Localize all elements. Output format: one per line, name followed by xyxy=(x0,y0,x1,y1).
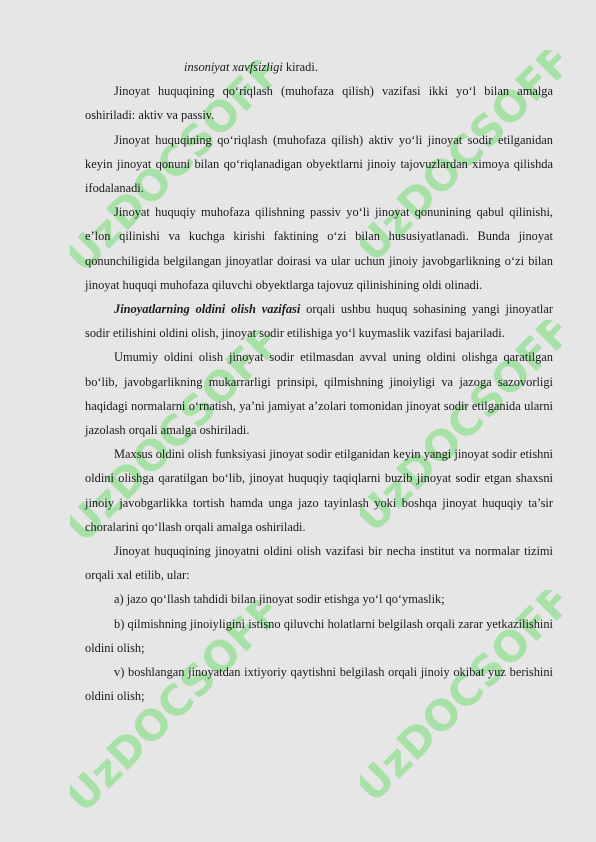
emphasis-text: insoniyat xavfsizligi xyxy=(184,60,283,74)
paragraph-text: orqali ushbu huquq sohasining yangi jinoyatlar sodir etilishini oldini olish, jinoyat sodir etilishiga yo‘l kuymaslik vazifasi bajariladi. xyxy=(85,302,553,341)
svg-text:UzDOCSOFF: UzDOCSOFF xyxy=(360,590,570,800)
list-item: v) boshlangan jinoyatdan ixtiyoriy qaytishni belgilash orqali jinoiy okibat yuz berishini oldini olish; xyxy=(85,665,553,704)
paragraph: Maxsus oldini olish funksiyasi jinoyat sodir etilganidan keyin yangi jinoyat sodir etishni oldini olishga qaratilgan bo‘lib, jinoyat huquqiy taqiqlarni buzib jinoyat sodir etgan shaxsni jinoiy javobgarlikka tortish hamda unga jazo tayinlash yoki boshqa jinoyat huquqiy ta’sir choralarini qo‘llash orqali amalga oshiriladi. xyxy=(85,447,553,534)
paragraph-text: kiradi. xyxy=(282,60,318,74)
paragraph: Jinoyat huquqining jinoyatni oldini olish vazifasi bir necha institut va normalar tizimi orqali xal etilib, ular: xyxy=(85,544,553,583)
document-body xyxy=(85,55,553,708)
paragraph: Jinoyat huquqining qo‘riqlash (muhofaza qilish) vazifasi ikki yo‘l bilan amalga oshiriladi: aktiv va passiv. xyxy=(85,84,553,123)
list-item: a) jazo qo‘llash tahdidi bilan jinoyat sodir etishga yo‘l qo‘ymaslik; xyxy=(114,592,445,607)
svg-text:UzDOCSOFF: UzDOCSOFF xyxy=(70,330,280,540)
list-item: b) qilmishning jinoiyligini istisno qiluvchi holatlarni belgilash orqali zarar yetkazilishini oldini olish; xyxy=(85,616,553,655)
svg-text:UzDOCSOFF: UzDOCSOFF xyxy=(360,320,570,530)
svg-text:UzDOCSOFF: UzDOCSOFF xyxy=(70,60,280,270)
svg-text:UzDOCSOFF: UzDOCSOFF xyxy=(360,50,570,260)
paragraph: Umumiy oldini olish jinoyat sodir etilmasdan avval uning oldini olishga qaratilgan bo‘lib, javobgarlikning mukarrarligi prinsipi, qilmishning jinoiyligi va jazoga sazovorligi haqidagi normalarni o‘rnatish, ya’ni jamiyat a’zolari tomonidan jinoyat sodir etilganida ularni jazolash orqali amalga oshiriladi. xyxy=(85,350,553,438)
term-heading: Jinoyatlarning oldini olish vazifasi xyxy=(114,302,301,317)
paragraph: Jinoyat huquqining qo‘riqlash (muhofaza qilish) aktiv yo‘li jinoyat sodir etilganidan keyin jinoyat qonuni bilan qo‘riqlanadigan obyektlarni jinoiy tajovuzlardan ximoya qilishda ifodalanadi. xyxy=(85,132,553,196)
paragraph xyxy=(85,55,553,79)
paragraph xyxy=(85,297,553,345)
paragraph: Jinoyat huquqiy muhofaza qilishning passiv yo‘li jinoyat qonunining qabul qilinishi, e’lon qilinishi va kuchga kirishi faktining o‘zi bilan hususiyatlanadi. Bunda jinoyat qonunchiligida belgilangan jinoyatlar doirasi va ular uchun jinoiy javobgarlikning o‘zi bilan jinoyat huquqi muhofaza qiluvchi obyektlarga tajovuz qilinishining oldi olinadi. xyxy=(85,205,553,292)
svg-text:UzDOCSOFF: UzDOCSOFF xyxy=(70,600,280,810)
